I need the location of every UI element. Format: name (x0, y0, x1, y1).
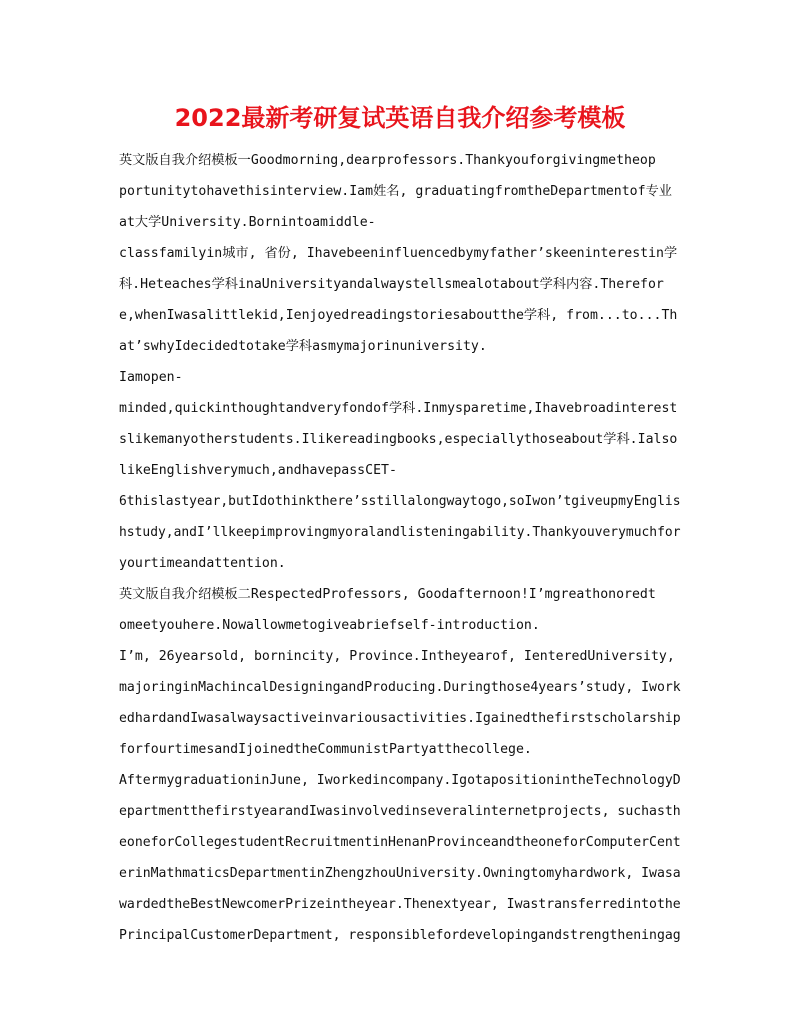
text-line: classfamilyin城市, 省份, Ihavebeeninfluencedbymyfather’skeeninterestin学 (119, 246, 678, 261)
text-line: I’m, 26yearsold, bornincity, Province.Intheyearof, IenteredUniversity, (119, 649, 675, 664)
text-line: PrincipalCustomerDepartment, responsiblefordevelopingandstrengtheningag (119, 928, 681, 943)
text-line: 科.Heteaches学科inaUniversityandalwaystellsmealotabout学科内容.Therefor (119, 277, 664, 292)
text-line: 英文版自我介绍模板二RespectedProfessors, Goodafternoon!I’mgreathonoredt (119, 587, 656, 602)
text-line: omeetyouhere.Nowallowmetogiveabriefself-introduction. (119, 618, 540, 633)
text-line: epartmentthefirstyearandIwasinvolvedinseveralinternetprojects, suchasth (119, 804, 681, 819)
text-line: yourtimeandattention. (119, 556, 286, 571)
text-line: 英文版自我介绍模板一Goodmorning,dearprofessors.Thankyouforgivingmetheop (119, 153, 656, 168)
text-line: wardedtheBestNewcomerPrizeintheyear.Thenextyear, Iwastransferredintothe (119, 897, 681, 912)
text-line: at大学University.Bornintoamiddle- (119, 215, 376, 230)
text-line: eoneforCollegestudentRecruitmentinHenanProvinceandtheoneforComputerCent (119, 835, 681, 850)
text-line: majoringinMachincalDesigningandProducing.Duringthose4years’study, Iwork (119, 680, 681, 695)
text-line: AftermygraduationinJune, Iworkedincompany.IgotapositionintheTechnologyD (119, 773, 681, 788)
text-line: portunitytohavethisinterview.Iam姓名, graduatingfromtheDepartmentof专业 (119, 184, 672, 199)
text-line: likeEnglishverymuch,andhavepassCET- (119, 463, 397, 478)
text-line: forfourtimesandIjoinedtheCommunistPartyatthecollege. (119, 742, 532, 757)
text-line: slikemanyotherstudents.Ilikereadingbooks,especiallythoseabout学科.Ialso (119, 432, 678, 447)
text-line: at’swhyIdecidedtotake学科asmymajorinuniversity. (119, 339, 487, 354)
text-line: edhardandIwasalwaysactiveinvariousactivities.Igainedthefirstscholarship (119, 711, 681, 726)
text-line: minded,quickinthoughtandveryfondof学科.Inmysparetime,Ihavebroadinterest (119, 401, 678, 416)
text-line: erinMathmaticsDepartmentinZhengzhouUniversity.Owningtomyhardwork, Iwasa (119, 866, 681, 881)
page-title: 2022最新考研复试英语自我介绍参考模板 (174, 104, 626, 132)
text-line: e,whenIwasalittlekid,Ienjoyedreadingstoriesaboutthe学科, from...to...Th (119, 308, 678, 323)
text-line: 6thislastyear,butIdothinkthere’sstillalongwaytogo,soIwon’tgiveupmyEnglis (119, 494, 681, 509)
text-line: Iamopen- (119, 370, 183, 385)
document-body (119, 145, 681, 951)
text-line: hstudy,andI’llkeepimprovingmyoralandlisteningability.Thankyouverymuchfor (119, 525, 681, 540)
